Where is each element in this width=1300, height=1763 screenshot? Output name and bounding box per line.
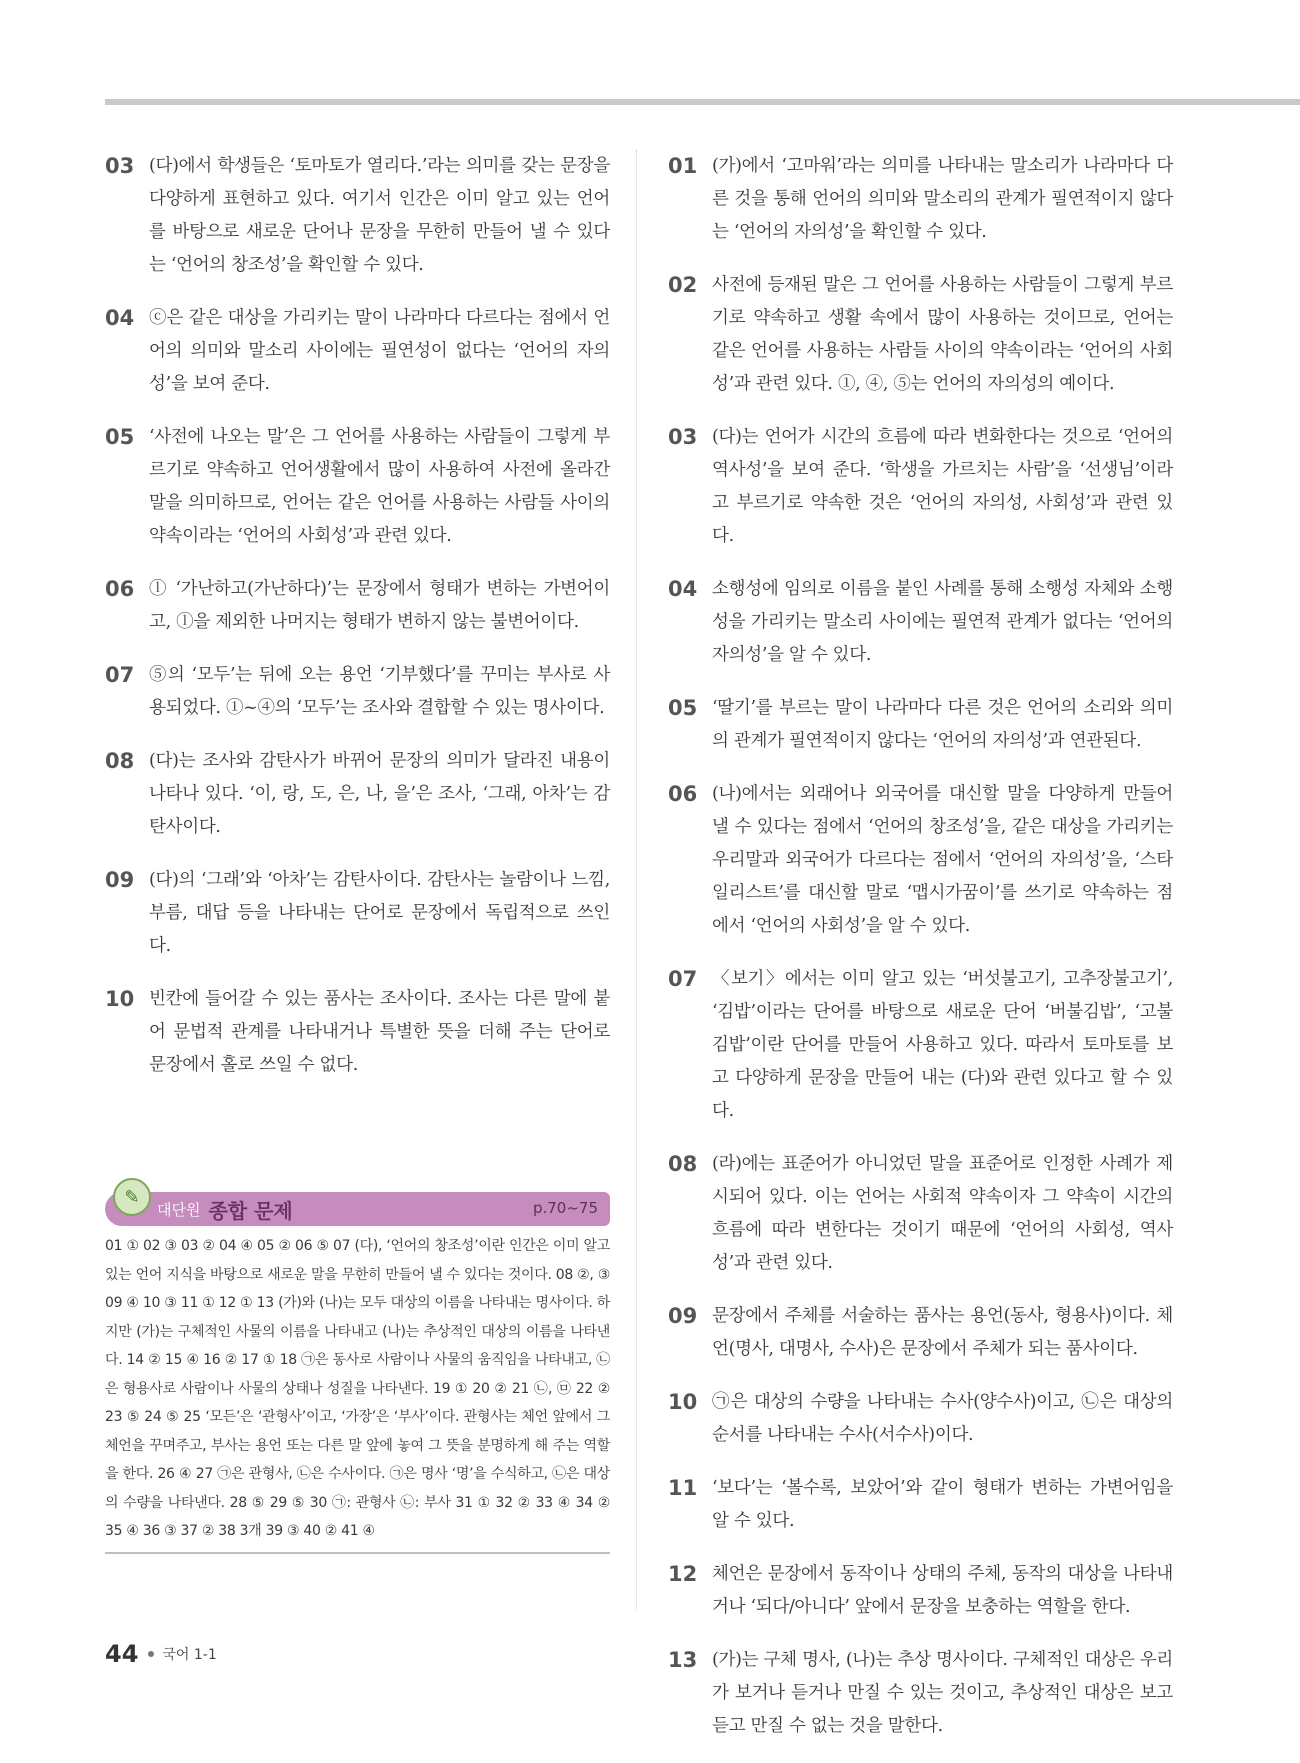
item-number: 10 (668, 1390, 698, 1414)
answer-explanation-item (105, 573, 610, 639)
answer-explanation-item (668, 573, 1173, 672)
item-number: 03 (668, 425, 698, 449)
notebook-icon: ✎ (113, 1178, 151, 1216)
item-number: 09 (668, 1304, 698, 1328)
answer-summary-box (105, 1186, 610, 1554)
answer-explanation-item (668, 1148, 1173, 1280)
answer-box-header (105, 1186, 610, 1226)
item-number: 05 (668, 696, 698, 720)
item-text: 체언은 문장에서 동작이나 상태의 주체, 동작의 대상을 나타내거나 ‘되다/아니다’ 앞에서 문장을 보충하는 역할을 한다. (712, 1564, 1173, 1617)
item-text: 빈칸에 들어갈 수 있는 품사는 조사이다. 조사는 다른 말에 붙어 문법적 관계를 나타내거나 특별한 뜻을 더해 주는 단어로 문장에서 홀로 쓰일 수 없다. (149, 989, 610, 1075)
item-text: 〈보기〉에서는 이미 알고 있는 ‘버섯불고기, 고추장불고기’, ‘김밥’이라는 단어를 바탕으로 새로운 단어 ‘버불김밥’, ‘고불김밥’이란 단어를 만들어 사용하고 있다. 따라서 토마토를 보고 다양하게 문장을 만들어 내는 (다)와 관련 있다고 할 수 있다. (712, 969, 1173, 1121)
item-number: 02 (668, 273, 698, 297)
item-number: 11 (668, 1476, 698, 1500)
item-number: 06 (668, 782, 698, 806)
item-number: 13 (668, 1648, 698, 1672)
item-text: ‘사전에 나오는 말’은 그 언어를 사용하는 사람들이 그렇게 부르기로 약속하고 언어생활에서 많이 사용하여 사전에 올라간 말을 의미하므로, 언어는 같은 언어를 사용하는 사람들 사이의 약속이라는 ‘언어의 사회성’과 관련 있다. (149, 427, 610, 546)
item-text: 문장에서 주체를 서술하는 품사는 용언(동사, 형용사)이다. 체언(명사, 대명사, 수사)은 문장에서 주체가 되는 품사이다. (712, 1306, 1173, 1359)
column-divider (636, 150, 638, 1610)
page-number: 44 (105, 1640, 139, 1668)
item-text: ⓛ ‘가난하고(가난하다)’는 문장에서 형태가 변하는 가변어이고, ⓛ을 제외한 나머지는 형태가 변하지 않는 불변어이다. (149, 579, 610, 632)
answer-explanation-item (668, 1644, 1173, 1743)
answer-explanation-item (105, 302, 610, 401)
item-text: (다)의 ‘그래’와 ‘아차’는 감탄사이다. 감탄사는 놀람이나 느낌, 부름, 대답 등을 나타내는 단어로 문장에서 독립적으로 쓰인다. (149, 870, 610, 956)
answer-explanation-item (668, 778, 1173, 943)
item-number: 04 (105, 306, 135, 330)
answer-box-title: 종합 문제 (208, 1198, 293, 1223)
answer-key-text: 01 ① 02 ③ 03 ② 04 ④ 05 ② 06 ⑤ 07 (다), ‘언어의 창조성’이란 인간은 이미 알고 있는 언어 지식을 바탕으로 새로운 말을 무한히 만들어 낼 수 있다는 것이다. 08 ②, ③ 09 ④ 10 ③ 11 ① 12 ① 13 (가)와 (나)는 모두 대상의 이름을 나타내는 명사이다. 하지만 (가)는 구체적인 사물의 이름을 나타내고 (나)는 추상적인 대상의 이름을 나타낸다. 14 ② 15 ④ 16 ② 17 ① 18 ㉠은 동사로 사람이나 사물의 움직임을 나타내고, ㉡은 형용사로 사람이나 사물의 상태나 성질을 나타낸다. 19 ① 20 ② 21 ㉡, ㉤ 22 ② 23 ⑤ 24 ⑤ 25 ‘모든’은 ‘관형사’이고, ‘가장’은 ‘부사’이다. 관형사는 체언 앞에서 그 체언을 꾸며주고, 부사는 용언 또는 다른 말 앞에 놓여 그 뜻을 분명하게 해 주는 역할을 한다. 26 ④ 27 ㉠은 관형사, ㉡은 수사이다. ㉠은 명사 ‘명’을 수식하고, ㉡은 대상의 수량을 나타낸다. 28 ⑤ 29 ⑤ 30 ㉠: 관형사 ㉡: 부사 31 ① 32 ② 33 ④ 34 ② 35 ④ 36 ③ 37 ② 38 3개 39 ③ 40 ② 41 ④ (105, 1238, 610, 1539)
answer-explanation-item (668, 421, 1173, 553)
page-footer (105, 1640, 217, 1668)
answer-explanation-item (105, 150, 610, 282)
item-text: (가)는 구체 명사, (나)는 추상 명사이다. 구체적인 대상은 우리가 보거나 듣거나 만질 수 있는 것이고, 추상적인 대상은 보고 듣고 만질 수 없는 것을 말한다. (712, 1650, 1173, 1736)
item-text: (나)에서는 외래어나 외국어를 대신할 말을 다양하게 만들어 낼 수 있다는 점에서 ‘언어의 창조성’을, 같은 대상을 가리키는 우리말과 외국어가 다르다는 점에서 ‘언어의 자의성’을, ‘스타일리스트’를 대신할 말로 ‘맵시가꿈이’를 쓰기로 약속하는 점에서 ‘언어의 사회성’을 알 수 있다. (712, 784, 1173, 936)
item-number: 08 (105, 749, 135, 773)
item-text: (다)는 조사와 감탄사가 바뀌어 문장의 의미가 달라진 내용이 나타나 있다. ‘이, 랑, 도, 은, 나, 을’은 조사, ‘그래, 아차’는 감탄사이다. (149, 751, 610, 837)
item-number: 01 (668, 154, 698, 178)
answer-explanation-item (668, 1300, 1173, 1366)
item-text: (다)는 언어가 시간의 흐름에 따라 변화한다는 것으로 ‘언어의 역사성’을 보여 준다. ‘학생을 가르치는 사람’을 ‘선생님’이라고 부르기로 약속한 것은 ‘언어의 자의성, 사회성’과 관련 있다. (712, 427, 1173, 546)
answer-explanation-item (668, 692, 1173, 758)
item-text: (다)에서 학생들은 ‘토마토가 열리다.’라는 의미를 갖는 문장을 다양하게 표현하고 있다. 여기서 인간은 이미 알고 있는 언어를 바탕으로 새로운 단어나 문장을 무한히 만들어 낼 수 있다는 ‘언어의 창조성’을 확인할 수 있다. (149, 156, 610, 275)
item-text: (가)에서 ‘고마워’라는 의미를 나타내는 말소리가 나라마다 다른 것을 통해 언어의 의미와 말소리의 관계가 필연적이지 않다는 ‘언어의 자의성’을 확인할 수 있다. (712, 156, 1173, 242)
item-number: 09 (105, 868, 135, 892)
answer-explanation-item (668, 963, 1173, 1128)
left-column (105, 150, 610, 1102)
answer-explanation-item (105, 864, 610, 963)
answer-explanation-item (105, 421, 610, 553)
answer-explanation-item (668, 269, 1173, 401)
answer-explanation-item (105, 659, 610, 725)
item-number: 12 (668, 1562, 698, 1586)
answer-explanation-item (668, 1386, 1173, 1452)
header-rule (105, 99, 1300, 105)
item-text: ‘보다’는 ‘볼수록, 보았어’와 같이 형태가 변하는 가변어임을 알 수 있다. (712, 1478, 1173, 1531)
item-number: 04 (668, 577, 698, 601)
bullet-dot-icon (148, 1651, 154, 1657)
item-text: ⑤의 ‘모두’는 뒤에 오는 용언 ‘기부했다’를 꾸미는 부사로 사용되었다. ①~④의 ‘모두’는 조사와 결합할 수 있는 명사이다. (149, 665, 610, 718)
item-number: 07 (105, 663, 135, 687)
right-column (668, 150, 1173, 1763)
answer-explanation-item (668, 1558, 1173, 1624)
item-text: ‘딸기’를 부르는 말이 나라마다 다른 것은 언어의 소리와 의미의 관계가 필연적이지 않다는 ‘언어의 자의성’과 연관된다. (712, 698, 1173, 751)
item-text: ㉠은 대상의 수량을 나타내는 수사(양수사)이고, ㉡은 대상의 순서를 나타내는 수사(서수사)이다. (712, 1392, 1173, 1445)
item-number: 10 (105, 987, 135, 1011)
answer-box-rule (105, 1552, 610, 1554)
answer-explanation-item (105, 983, 610, 1082)
answer-explanation-item (668, 150, 1173, 249)
answer-box-pages: p.70~75 (532, 1199, 598, 1217)
item-text: 사전에 등재된 말은 그 언어를 사용하는 사람들이 그렇게 부르기로 약속하고 생활 속에서 많이 사용하는 것이므로, 언어는 같은 언어를 사용하는 사람들 사이의 약속이라는 ‘언어의 사회성’과 관련 있다. ①, ④, ⑤는 언어의 자의성의 예이다. (712, 275, 1173, 394)
answer-box-kicker: 대단원 (157, 1200, 201, 1219)
item-number: 08 (668, 1152, 698, 1176)
answer-explanation-item (668, 1472, 1173, 1538)
item-number: 06 (105, 577, 135, 601)
item-number: 05 (105, 425, 135, 449)
item-text: 소행성에 임의로 이름을 붙인 사례를 통해 소행성 자체와 소행성을 가리키는 말소리 사이에는 필연적 관계가 없다는 ‘언어의 자의성’을 알 수 있다. (712, 579, 1173, 665)
item-number: 07 (668, 967, 698, 991)
book-label: 국어 1-1 (162, 1647, 217, 1663)
item-text: ⓒ은 같은 대상을 가리키는 말이 나라마다 다르다는 점에서 언어의 의미와 말소리 사이에는 필연성이 없다는 ‘언어의 자의성’을 보여 준다. (149, 308, 610, 394)
item-number: 03 (105, 154, 135, 178)
answer-explanation-item (105, 745, 610, 844)
item-text: (라)에는 표준어가 아니었던 말을 표준어로 인정한 사례가 제시되어 있다. 이는 언어는 사회적 약속이자 그 약속이 시간의 흐름에 따라 변한다는 것이기 때문에 ‘언어의 사회성, 역사성’과 관련 있다. (712, 1154, 1173, 1273)
